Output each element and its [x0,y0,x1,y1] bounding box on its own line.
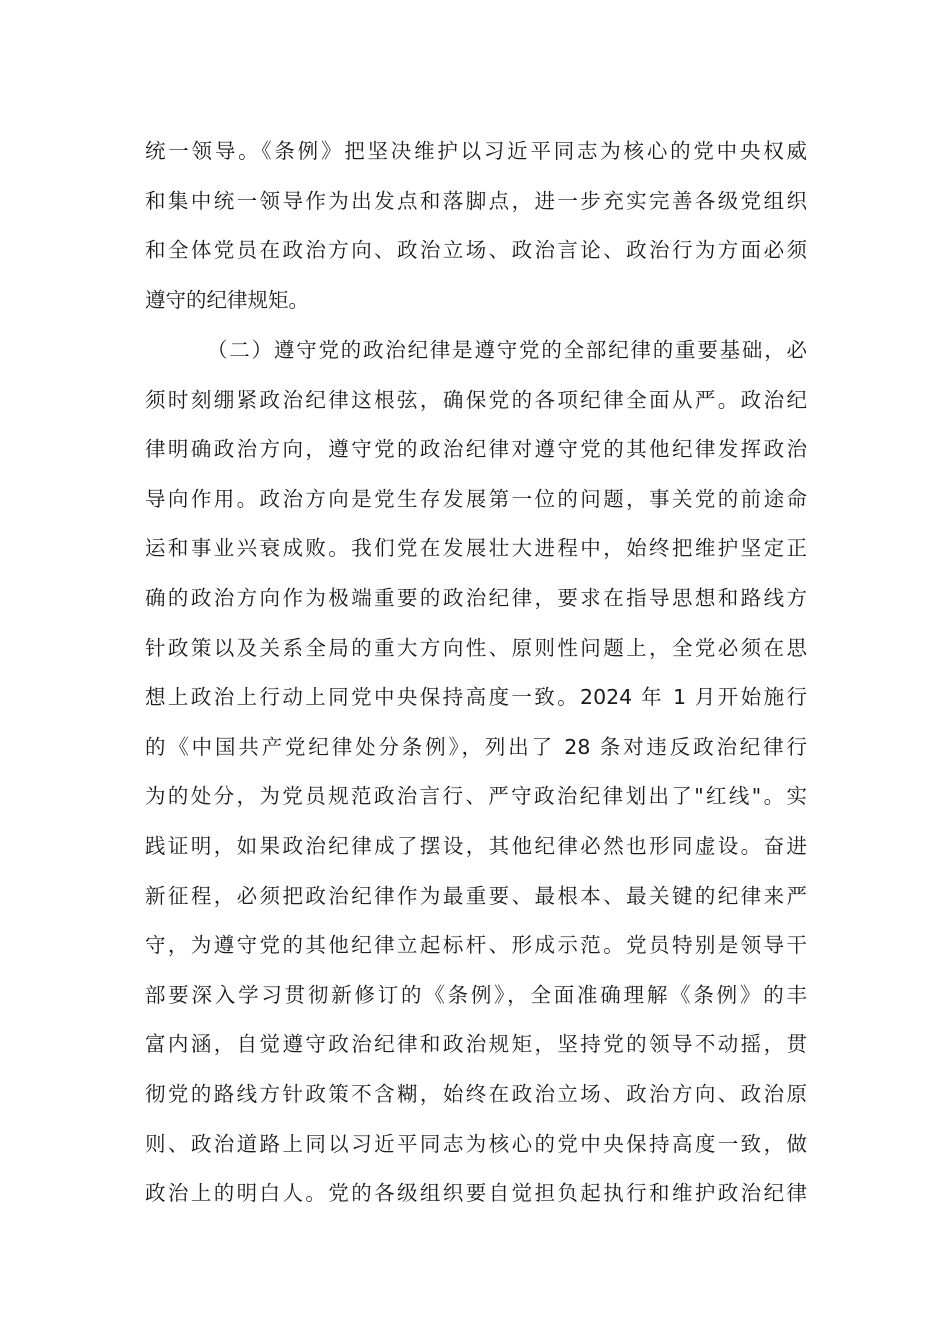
paragraph-2-line: 富内涵，自觉遵守政治纪律和政治规矩，坚持党的领导不动摇，贯 [145,1032,807,1057]
paragraph-2-line: 运和事业兴衰成败。我们党在发展壮大进程中，始终把维护坚定正 [145,536,807,561]
paragraph-2-line: 律明确政治方向，遵守党的政治纪律对遵守党的其他纪律发挥政治 [145,437,807,462]
paragraph-2-line: 部要深入学习贯彻新修订的《条例》，全面准确理解《条例》的丰 [145,982,807,1007]
paragraph-2-line: 须时刻绷紧政治纪律这根弦，确保党的各项纪律全面从严。政治纪 [145,387,807,412]
paragraph-1-line: 统一领导。《条例》把坚决维护以习近平同志为核心的党中央权威 [145,139,807,163]
paragraph-2-line: 的《中国共产党纪律处分条例》，列出了 28 条对违反政治纪律行 [145,734,807,759]
paragraph-2-line: 守，为遵守党的其他纪律立起标杆、形成示范。党员特别是领导干 [145,933,807,958]
paragraph-1 [145,127,807,325]
paragraph-1-line: 遵守的纪律规矩。 [145,287,309,312]
paragraph-2-line: 想上政治上行动上同党中央保持高度一致。2024 年 1 月开始施行 [145,685,807,710]
paragraph-2-line: 导向作用。政治方向是党生存发展第一位的问题，事关党的前途命 [145,486,807,511]
paragraph-2-line: 确的政治方向作为极端重要的政治纪律，要求在指导思想和路线方 [145,585,807,610]
paragraph-1-line: 和集中统一领导作为出发点和落脚点，进一步充实完善各级党组织 [145,188,807,213]
paragraph-2-line: 为的处分，为党员规范政治言行、严守政治纪律划出了"红线"。实 [145,784,807,809]
paragraph-2-line: 政治上的明白人。党的各级组织要自觉担负起执行和维护政治纪律 [145,1181,807,1206]
paragraph-2-line: 针政策以及关系全局的重大方向性、原则性问题上，全党必须在思 [145,635,807,660]
paragraph-1-line: 和全体党员在政治方向、政治立场、政治言论、政治行为方面必须 [145,238,807,263]
paragraph-2-line: 践证明，如果政治纪律成了摆设，其他纪律必然也形同虚设。奋进 [145,833,807,858]
paragraph-2 [145,326,807,1219]
paragraph-2-line: 彻党的路线方针政策不含糊，始终在政治立场、政治方向、政治原 [145,1081,807,1106]
paragraph-2-line: （二）遵守党的政治纪律是遵守党的全部纪律的重要基础，必 [207,338,807,362]
paragraph-2-line: 则、政治道路上同以习近平同志为核心的党中央保持高度一致，做 [145,1131,807,1156]
paragraph-2-line: 新征程，必须把政治纪律作为最重要、最根本、最关键的纪律来严 [145,883,807,908]
